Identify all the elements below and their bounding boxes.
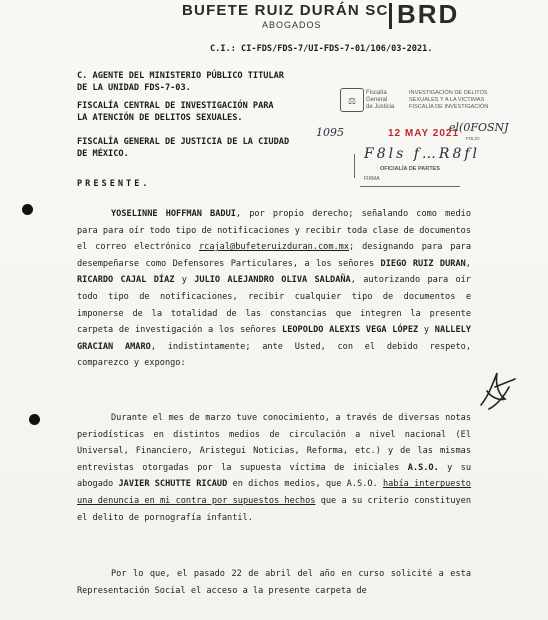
addressee-line: C. AGENTE DEL MINISTERIO PÚBLICO TITULAR	[77, 71, 284, 81]
handwritten-number: 1095	[316, 126, 344, 139]
lawyer-name: JAVIER SCHUTTE RICAUD	[118, 479, 228, 490]
letterhead-divider	[389, 3, 392, 29]
addressee-line: DE LA UNIDAD FDS-7-03.	[77, 83, 191, 93]
case-id: C.I.: CI-FDS/FDS-7/UI-FDS-7-01/106/03-2021.	[210, 44, 433, 54]
text: , indistintamente; ante Usted, con el debido respeto, comparezco y expongo:	[77, 341, 471, 369]
authorized-name: LEOPOLDO ALEXIS VEGA LÓPEZ	[282, 325, 419, 336]
text: y su abogado	[77, 462, 471, 490]
authorized-name: NALLELY GRACIAN AMARO	[77, 325, 471, 352]
fiscalia-seal-icon: ⚖	[340, 88, 364, 112]
text: Durante el mes de marzo tuve conocimiento, a través de diversas notas periodísticas en distintos medios de circulación a nivel nacional (El Universal, Financiero, Aristegui Noticias, Reforma, etc.) y de las mismas entrevistas otorgadas por la supuesta víctima de iniciales	[77, 413, 471, 473]
letterhead	[182, 2, 482, 32]
email-link[interactable]: rcajal@bufeteruizduran.com.mx	[198, 242, 350, 253]
stamp-unit-text: INVESTIGACIÓN DE DELITOS SEXUALES Y A LA VICTIMAS FISCALÍA DE INVESTIGACIÓN	[409, 90, 489, 110]
text: Por lo que, el pasado 22 de abril del año en curso solicité a esta Representación Social el acceso a la presente carpeta de	[77, 569, 471, 596]
paragraph-2	[77, 410, 471, 526]
stamp-agency-text: Fiscalía General de Justicia	[366, 90, 395, 110]
handwritten-code: el(0FOSNJ	[449, 121, 509, 134]
text: que a su criterio constituyen el delito de pornografía infantil.	[77, 495, 472, 523]
firm-name: BUFETE RUIZ DURÁN SC	[182, 2, 389, 19]
addressee-block-1	[77, 70, 284, 94]
addressee-line: DE MÉXICO.	[77, 149, 129, 159]
firm-subtitle: ABOGADOS	[262, 20, 322, 30]
salutation: PRESENTE.	[77, 179, 151, 189]
defender-name: DIEGO RUIZ DURAN	[380, 258, 466, 269]
paragraph-1	[77, 206, 471, 372]
reception-stamp	[314, 82, 538, 182]
addressee-block-2	[77, 100, 274, 124]
hole-punch	[29, 414, 40, 425]
handwritten-signature	[475, 365, 520, 415]
text: , por propio derecho; señalando como medio para para oír todo tipo de notificaciones y recibir toda clase de documentos el correo electrónico	[77, 209, 471, 253]
addressee-block-3	[77, 136, 289, 160]
underlined-text: había interpuesto una denuncia en mi contra por supuestos hechos	[77, 479, 471, 506]
text: ; designando para para desempeñarse como Defensores Particulares, a los señores	[77, 242, 472, 269]
stamp-folio-label: FOLIO	[466, 136, 480, 141]
handwritten-annotation: F8ls f…R8fl	[364, 146, 481, 162]
text: ,	[465, 258, 471, 269]
stamp-oficialia: OFICIALÍA DE PARTES	[380, 166, 440, 172]
text: en dichos medios, que A.S.O.	[227, 479, 383, 490]
stamp-signature-line	[360, 186, 460, 187]
text: y	[174, 275, 195, 286]
defender-name: RICARDO CAJAL DÍAZ	[77, 275, 175, 286]
paragraph-3	[77, 566, 471, 599]
stamp-bracket	[354, 154, 359, 178]
client-name: YOSELINNE HOFFMAN BADUI	[111, 209, 236, 219]
hole-punch	[22, 204, 33, 215]
victim-initials: A.S.O.	[407, 462, 439, 473]
defender-name: JULIO ALEJANDRO OLIVA SALDAÑA	[194, 275, 351, 286]
text: y	[418, 325, 435, 336]
addressee-line: LA ATENCIÓN DE DELITOS SEXUALES.	[77, 113, 243, 123]
stamp-firma-label: FIRMA	[364, 176, 380, 182]
text: , autorizando para oír todo tipo de notificaciones, recibir cualquier tipo de documentos e imponerse de la totalidad de las constancias que integren la presente carpeta de investigación a los señores	[77, 275, 471, 336]
addressee-line: FISCALÍA CENTRAL DE INVESTIGACIÓN PARA	[77, 101, 274, 111]
stamp-date: 12 MAY 2021	[388, 128, 460, 139]
brand-logo: BRD	[397, 0, 460, 29]
addressee-line: FISCALÍA GENERAL DE JUSTICIA DE LA CIUDAD	[77, 137, 290, 147]
